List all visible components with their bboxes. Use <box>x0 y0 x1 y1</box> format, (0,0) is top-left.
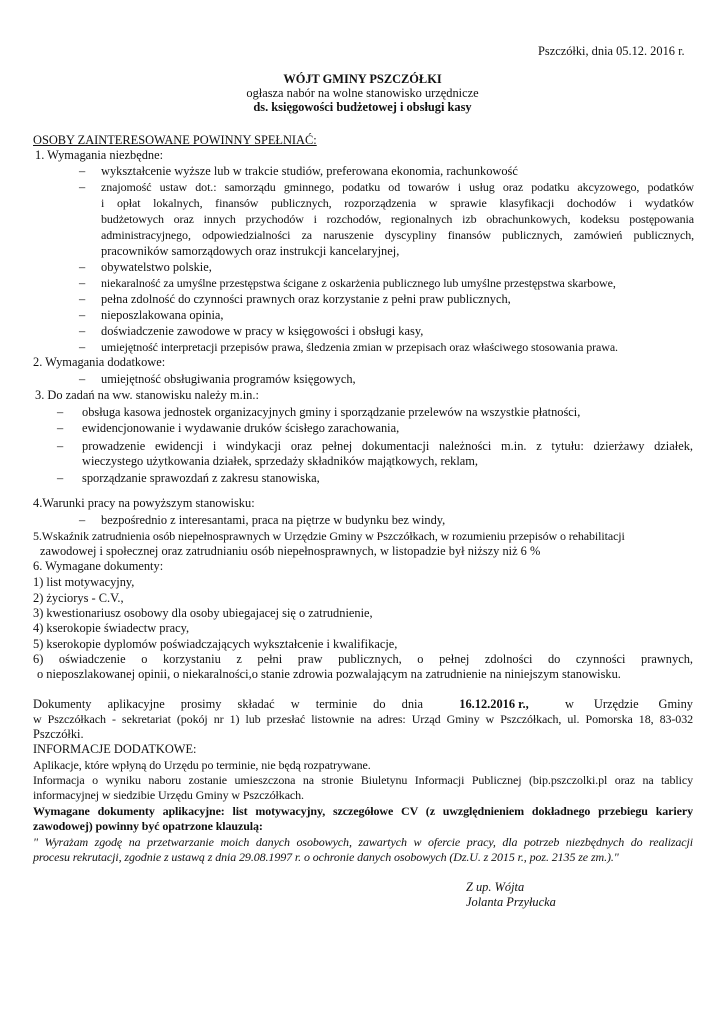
section5-line: 5.Wskaźnik zatrudnienia osób niepełnosprawnych w Urzędzie Gminy w Pszczółkach, w rozumieniu przepisów o rehabilitacji <box>33 529 625 543</box>
document-title: WÓJT GMINY PSZCZÓŁKI <box>283 72 442 86</box>
list-item-continuation: wieczystego użytkowania działek, sprzedaży składników majątkowych, reklam, <box>82 454 479 468</box>
submission-line: w Pszczółkach - sekretariat (pokój nr 1) lub przesłać listownie na adres: Urząd Gminy w Pszczółkach, ul. Pomorska 18, 83-032 <box>33 712 693 726</box>
list-item: obsługa kasowa jednostek organizacyjnych gminy i sporządzanie przelewów na wszystkie płatności, <box>82 405 581 419</box>
list-dash: – <box>79 276 86 290</box>
submission-line <box>33 697 693 712</box>
consent-clause: " Wyrażam zgodę na przetwarzanie moich danych osobowych, zawartych w ofercie pracy, dla potrzeb niezbędnych do realizacji <box>33 835 693 849</box>
list-item: sporządzanie sprawozdań z zakresu stanowiska, <box>82 471 320 485</box>
list-item: umiejętność interpretacji przepisów prawa, śledzenia zmian w przepisach oraz właściwego stosowania prawa. <box>101 340 618 354</box>
submission-deadline: 16.12.2016 r., <box>459 697 529 711</box>
additional-line: informacyjnej w siedzibie Urzędu Gminy w Pszczółkach. <box>33 788 304 802</box>
list-dash: – <box>79 180 86 194</box>
document-item: 5) kserokopie dyplomów poświadczających wykształcenie i kwalifikacje, <box>33 637 398 651</box>
list-dash: – <box>79 308 86 322</box>
document-item: 2) życiorys - C.V., <box>33 591 124 605</box>
list-item: doświadczenie zawodowe w pracy w księgowości i obsługi kasy, <box>101 324 424 338</box>
list-dash: – <box>79 513 86 527</box>
list-dash: – <box>79 340 86 354</box>
document-item: 6) oświadczenie o korzystaniu z pełni praw publicznych, o pełnej zdolności do czynności prawnych, <box>33 652 693 666</box>
list-item: prowadzenie ewidencji i windykacji oraz pełnej dokumentacji należności m.in. z tytułu: dzierżawy działek, <box>82 439 693 453</box>
additional-line: Aplikacje, które wpłyną do Urzędu po terminie, nie będą rozpatrywane. <box>33 758 371 772</box>
list-item: obywatelstwo polskie, <box>101 260 212 274</box>
document-item-continuation: o nieposzlakowanej opinii, o niekaralności,o stanie zdrowia pozwalającym na zatrudnienie na niniejszym stanowisku. <box>37 667 621 681</box>
list-item-continuation: administracyjnego, odpowiedzialności za naruszenie dyscypliny finansów publicznych, zamówień publicznych, <box>101 228 694 242</box>
place-date: Pszczółki, dnia 05.12. 2016 r. <box>538 44 685 58</box>
list-dash: – <box>57 405 64 419</box>
list-item: wykształcenie wyższe lub w trakcie studiów, preferowana ekonomia, rachunkowość <box>101 164 518 178</box>
section5-line: zawodowej i społecznej oraz zatrudnianiu osób niepełnosprawnych, w listopadzie był niższy niż 6 % <box>40 544 541 558</box>
document-item: 1) list motywacyjny, <box>33 575 135 589</box>
list-dash: – <box>57 471 64 485</box>
section3-heading: 3. Do zadań na ww. stanowisku należy m.in.: <box>35 388 259 402</box>
list-item: umiejętność obsługiwania programów księgowych, <box>101 372 356 386</box>
submission-text: w Urzędzie Gminy <box>564 697 693 711</box>
document-item: 3) kwestionariusz osobowy dla osoby ubiegajacej się o zatrudnienie, <box>33 606 373 620</box>
list-item: znajomość ustaw dot.: samorządu gminnego, podatku od towarów i usług oraz podatku akcyzowego, podatków <box>101 180 694 194</box>
list-item-continuation: budżetowych oraz innych przychodów i rozchodów, regionalnych izb obrachunkowych, kodeksu postępowania <box>101 212 694 226</box>
signature-title: Z up. Wójta <box>466 880 525 894</box>
list-item: bezpośrednio z interesantami, praca na piętrze w budynku bez windy, <box>101 513 446 527</box>
list-item: niekaralność za umyślne przestępstwa ścigane z oskarżenia publicznego lub umyślne przestępstwa skarbowe, <box>101 276 616 290</box>
list-dash: – <box>79 292 86 306</box>
list-item-continuation: pracowników samorządowych oraz instrukcji kancelaryjnej, <box>101 244 400 258</box>
list-item: pełna zdolność do czynności prawnych oraz korzystanie z pełni praw publicznych, <box>101 292 511 306</box>
list-item: ewidencjonowanie i wydawanie druków ścisłego zarachowania, <box>82 421 400 435</box>
additional-line: Informacja o wyniku naboru zostanie umieszczona na stronie Biuletynu Informacji Publicznej (bip.pszczolki.pl oraz na tablicy <box>33 773 693 787</box>
section2-heading: 2. Wymagania dodatkowe: <box>33 355 166 369</box>
additional-bold-line: Wymagane dokumenty aplikacyjne: list motywacyjny, szczegółowe CV (z uwzględnieniem dokładnego przebiegu kariery <box>33 804 693 818</box>
requirements-heading: OSOBY ZAINTERESOWANE POWINNY SPEŁNIAĆ: <box>33 133 317 147</box>
additional-bold-line: zawodowej) powinny być opatrzone klauzulą: <box>33 819 263 833</box>
submission-text: Dokumenty aplikacyjne prosimy składać w terminie do dnia <box>33 697 423 711</box>
list-item: nieposzlakowana opinia, <box>101 308 224 322</box>
position-name: ds. księgowości budżetowej i obsługi kasy <box>253 100 472 114</box>
section1-heading: 1. Wymagania niezbędne: <box>35 148 164 162</box>
list-dash: – <box>79 260 86 274</box>
list-dash: – <box>57 439 64 453</box>
list-dash: – <box>79 372 86 386</box>
list-item-continuation: i opłat lokalnych, finansów publicznych, rozporządzenia w sprawie klasyfikacji dochodów i wydatków <box>101 196 694 210</box>
list-dash: – <box>79 324 86 338</box>
list-dash: – <box>57 421 64 435</box>
list-dash: – <box>79 164 86 178</box>
consent-clause: procesu rekrutacji, zgodnie z ustawą z dnia 29.08.1997 r. o ochronie danych osobowych (Dz.U. z 2015 r., poz. 2135 ze zm.)." <box>33 850 619 864</box>
section4-heading: 4.Warunki pracy na powyższym stanowisku: <box>33 496 255 510</box>
document-subtitle: ogłasza nabór na wolne stanowisko urzędnicze <box>246 86 479 100</box>
document-item: 4) kserokopie świadectw pracy, <box>33 621 190 635</box>
signature-name: Jolanta Przyłucka <box>466 895 556 909</box>
submission-line: Pszczółki. <box>33 727 84 741</box>
additional-heading: INFORMACJE DODATKOWE: <box>33 742 197 756</box>
section6-heading: 6. Wymagane dokumenty: <box>33 559 164 573</box>
